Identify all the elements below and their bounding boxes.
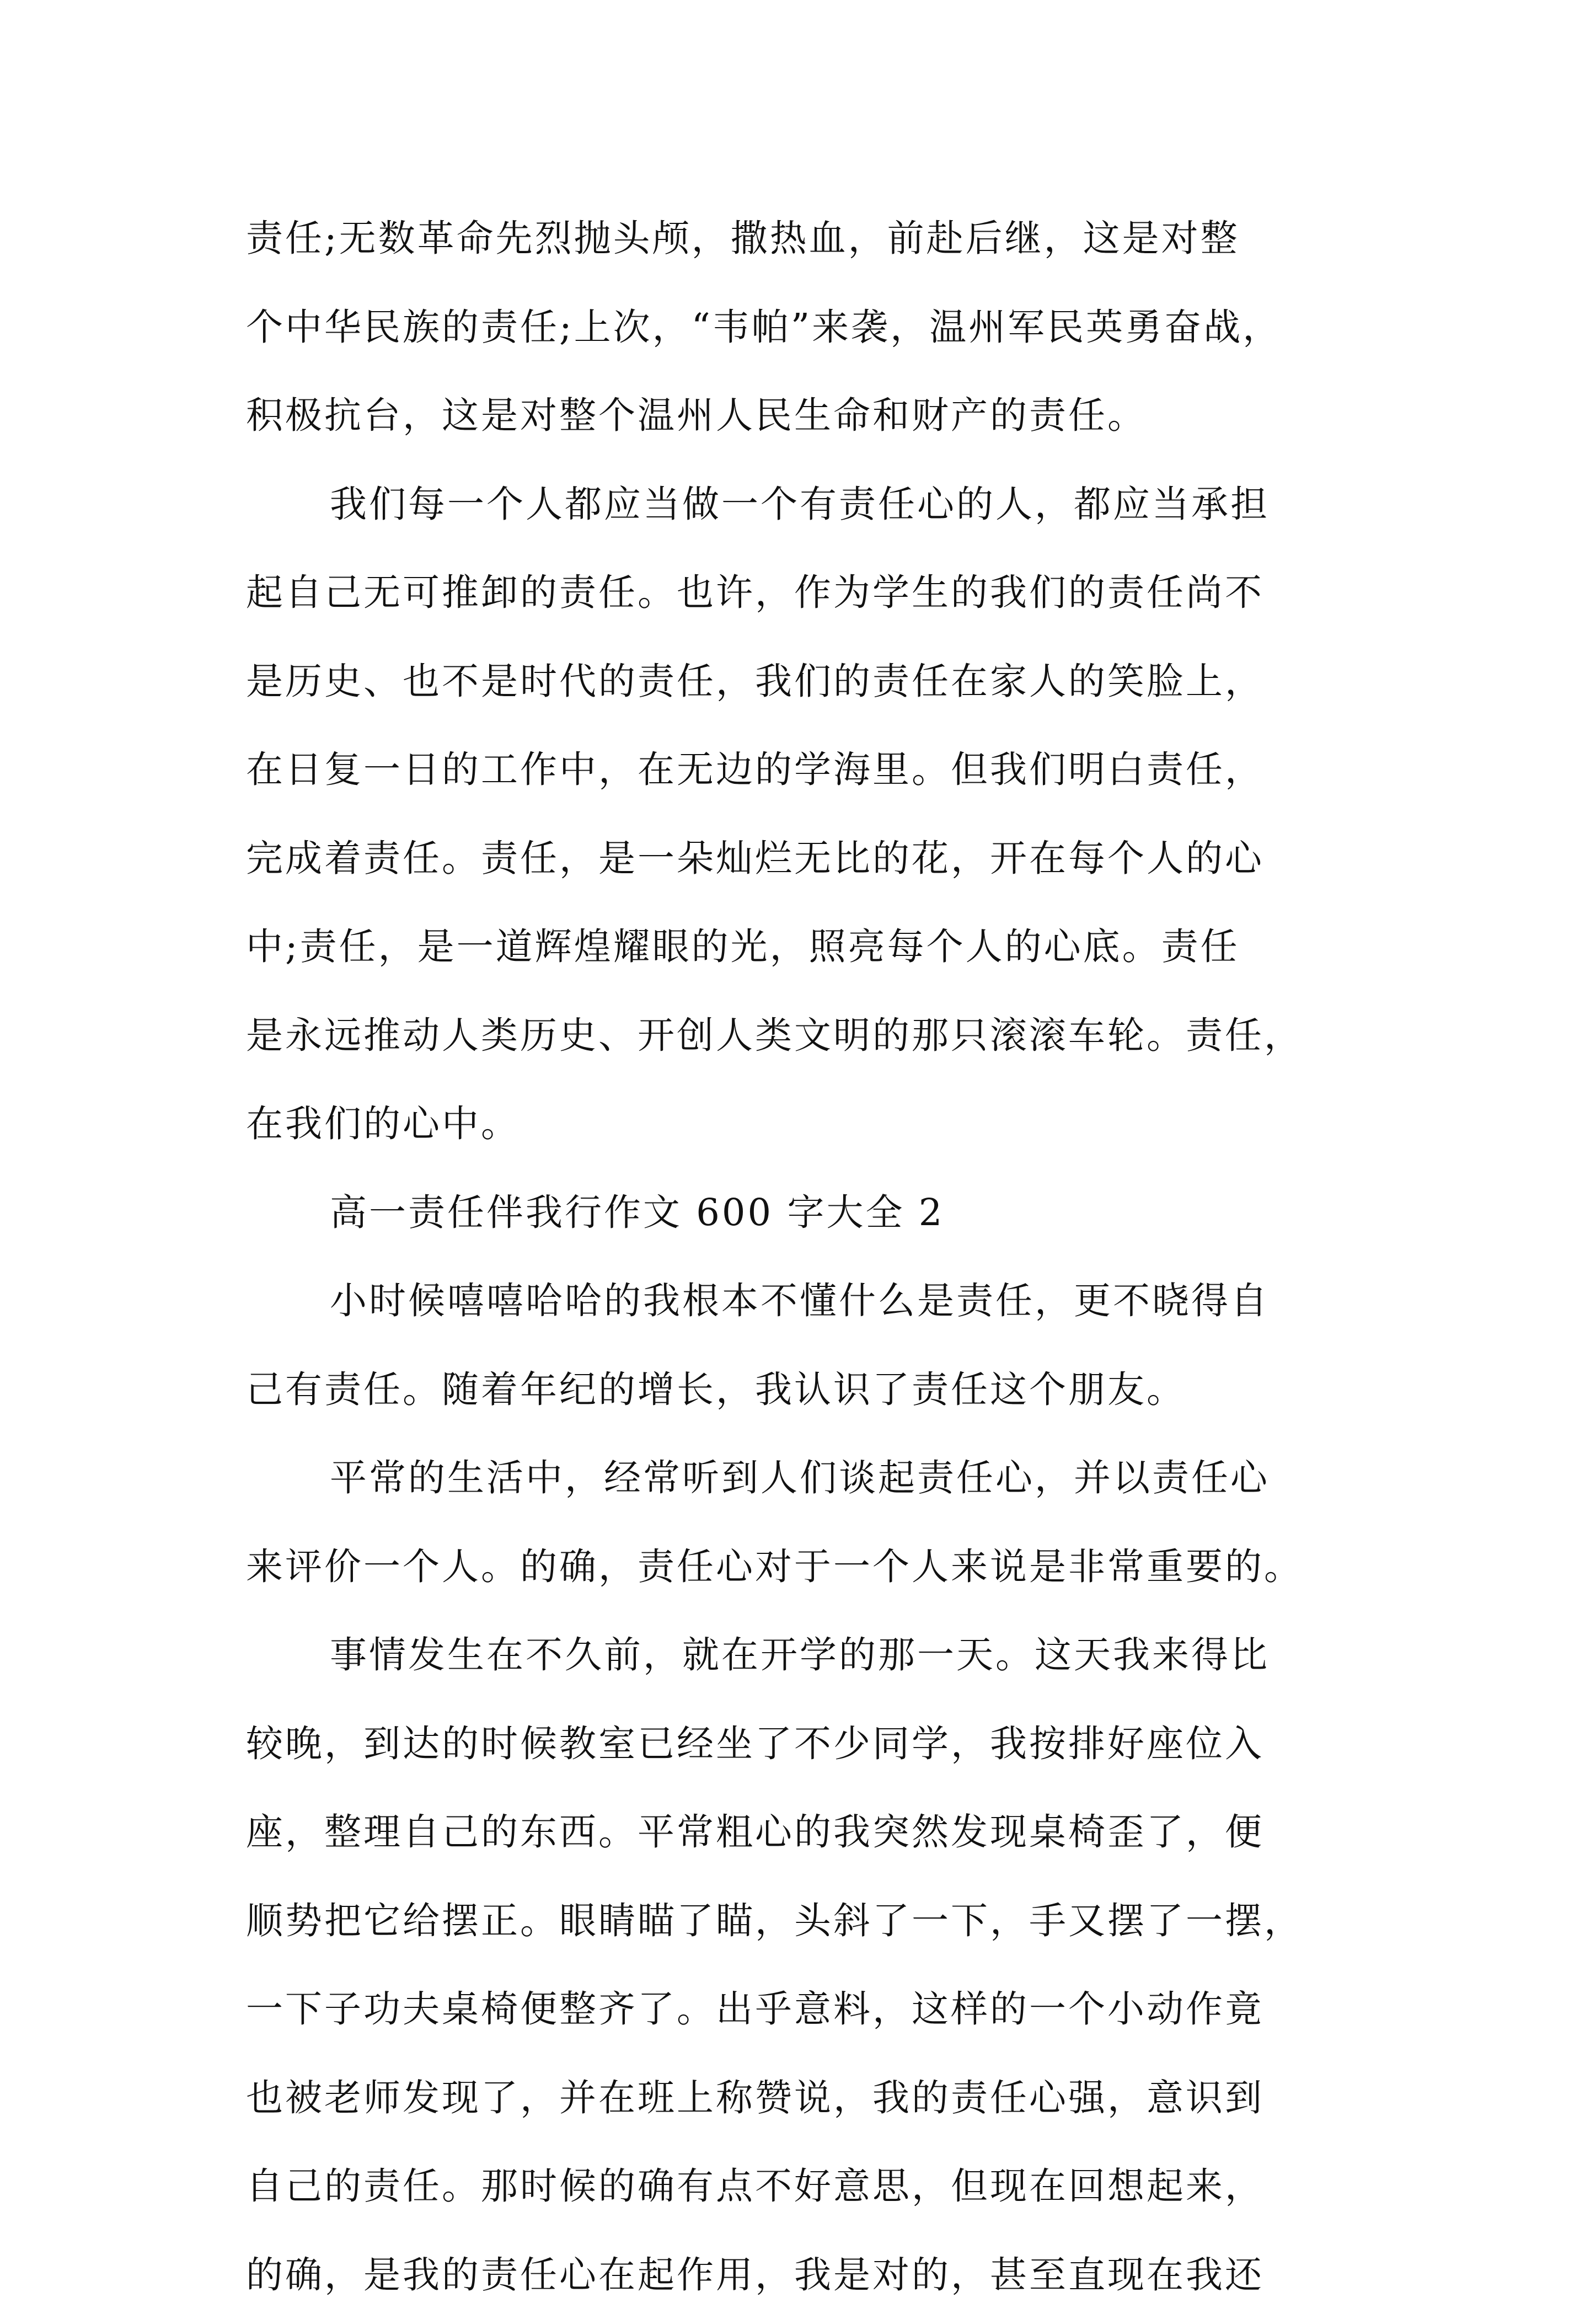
text-line: 来评价一个人。的确，责任心对于一个人来说是非常重要的。 xyxy=(246,1522,1360,1611)
text-line: 是历史、也不是时代的责任，我们的责任在家人的笑脸上， xyxy=(246,637,1360,726)
section-heading: 高一责任伴我行作文 600 字大全 2 xyxy=(246,1168,1360,1257)
paragraph-first-line: 小时候嘻嘻哈哈的我根本不懂什么是责任，更不晓得自 xyxy=(246,1257,1360,1345)
text-line: 在日复一日的工作中，在无边的学海里。但我们明白责任， xyxy=(246,725,1360,814)
text-line: 的确，是我的责任心在起作用，我是对的，甚至直现在我还 xyxy=(246,2231,1360,2319)
text-line: 也被老师发现了，并在班上称赞说，我的责任心强，意识到 xyxy=(246,2054,1360,2142)
text-line: 中;责任，是一道辉煌耀眼的光，照亮每个人的心底。责任 xyxy=(246,902,1360,991)
text-line: 在我们的心中。 xyxy=(246,1080,1360,1168)
text-line: 责任;无数革命先烈抛头颅，撒热血，前赴后继，这是对整 xyxy=(246,194,1360,283)
paragraph-first-line: 事情发生在不久前，就在开学的那一天。这天我来得比 xyxy=(246,1611,1360,1700)
text-line: 完成着责任。责任，是一朵灿烂无比的花，开在每个人的心 xyxy=(246,814,1360,903)
text-line: 较晚，到达的时候教室已经坐了不少同学，我按排好座位入 xyxy=(246,1700,1360,1788)
text-line: 个中华民族的责任;上次，“韦帕”来袭，温州军民英勇奋战， xyxy=(246,283,1360,372)
text-line: 座，整理自己的东西。平常粗心的我突然发现桌椅歪了，便 xyxy=(246,1788,1360,1877)
text-line: 起自己无可推卸的责任。也许，作为学生的我们的责任尚不 xyxy=(246,548,1360,637)
essay-body xyxy=(246,194,1360,2319)
text-line: 一下子功夫桌椅便整齐了。出乎意料，这样的一个小动作竟 xyxy=(246,1965,1360,2054)
text-line: 己有责任。随着年纪的增长，我认识了责任这个朋友。 xyxy=(246,1345,1360,1434)
text-line: 自己的责任。那时候的确有点不好意思，但现在回想起来， xyxy=(246,2142,1360,2231)
paragraph-first-line: 我们每一个人都应当做一个有责任心的人，都应当承担 xyxy=(246,460,1360,549)
text-line: 是永远推动人类历史、开创人类文明的那只滚滚车轮。责任， xyxy=(246,991,1360,1080)
text-line: 顺势把它给摆正。眼睛瞄了瞄，头斜了一下，手又摆了一摆， xyxy=(246,1877,1360,1965)
paragraph-first-line: 平常的生活中，经常听到人们谈起责任心，并以责任心 xyxy=(246,1434,1360,1522)
text-line: 积极抗台，这是对整个温州人民生命和财产的责任。 xyxy=(246,371,1360,460)
